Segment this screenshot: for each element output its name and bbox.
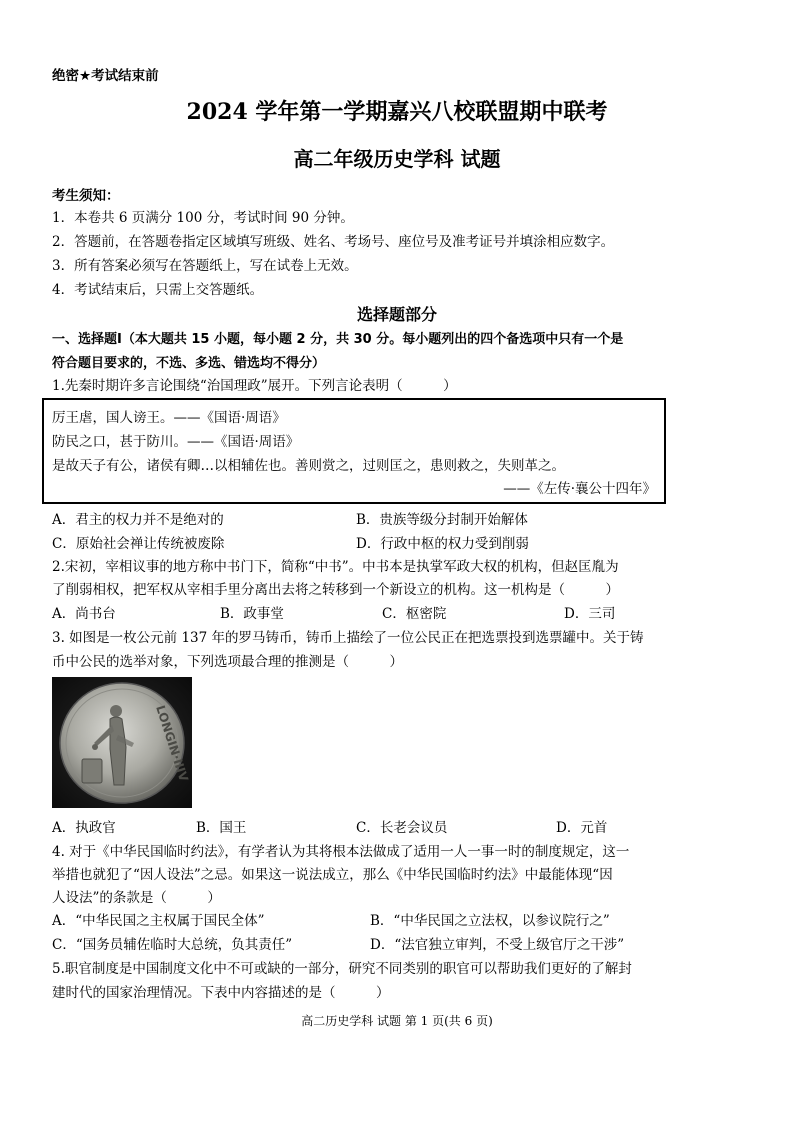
option-a[interactable]: A．“中华民国之主权属于国民全体” [52, 913, 265, 929]
option-d[interactable]: D．三司 [564, 606, 616, 622]
notice-heading: 考生须知： [52, 188, 120, 204]
option-a[interactable]: A．尚书台 [52, 606, 116, 622]
option-a[interactable]: A．执政官 [52, 820, 116, 836]
coin-inscription: LONGIN·IIIV [153, 703, 191, 784]
confidential-mark: 绝密★考试结束前 [52, 68, 159, 84]
option-b[interactable]: B．国王 [196, 820, 247, 836]
roman-coin-image [52, 677, 192, 808]
question-4-stem: 举措也就犯了“因人设法”之忌。如果这一说法成立，那么《中华民国临时约法》中最能体现“因 [52, 867, 613, 883]
option-c[interactable]: C．枢密院 [382, 606, 447, 622]
notice-item: 2．答题前，在答题卷指定区域填写班级、姓名、考场号、座位号及准考证号并填涂相应数字。 [52, 234, 615, 250]
option-d[interactable]: D．行政中枢的权力受到削弱 [356, 536, 529, 552]
quote-line: 是故天子有公，诸侯有卿…以相辅佐也。善则赏之，过则匡之，患则救之，失则革之。 [52, 458, 565, 474]
section-instructions-line: 符合题目要求的，不选、多选、错选均不得分） [52, 356, 326, 371]
option-c[interactable]: C．长老会议员 [356, 820, 448, 836]
option-b[interactable]: B．贵族等级分封制开始解体 [356, 512, 528, 528]
coin-illustration [52, 677, 192, 808]
exam-subtitle: 高二年级历史学科 试题 [293, 147, 501, 171]
section-title: 选择题部分 [356, 305, 437, 324]
quote-line: 防民之口，甚于防川。——《国语·周语》 [52, 434, 300, 450]
question-3-stem: 3. 如图是一枚公元前 137 年的罗马铸币，铸币上描绘了一位公民正在把选票投到选票罐中。关于铸 [52, 630, 644, 646]
question-5-stem: 建时代的国家治理情况。下表中内容描述的是（ ） [52, 985, 390, 1001]
section-instructions-line: 一、选择题Ⅰ（本大题共 15 小题，每小题 2 分，共 30 分。每小题列出的四个备选项中只有一个是 [52, 332, 624, 347]
question-3-stem: 币中公民的选举对象，下列选项最合理的推测是（ ） [52, 654, 403, 670]
notice-item: 3．所有答案必须写在答题纸上，写在试卷上无效。 [52, 258, 358, 274]
notice-item: 1．本卷共 6 页满分 100 分，考试时间 90 分钟。 [52, 210, 354, 226]
option-b[interactable]: B．政事堂 [220, 606, 284, 622]
exam-title: 2024 学年第一学期嘉兴八校联盟期中联考 [186, 99, 608, 125]
question-5-stem: 5.职官制度是中国制度文化中不可或缺的一部分，研究不同类别的职官可以帮助我们更好的了解封 [52, 961, 632, 977]
option-c[interactable]: C．原始社会禅让传统被废除 [52, 536, 225, 552]
page-footer: 高二历史学科 试题 第 1 页(共 6 页) [301, 1014, 493, 1028]
notice-item: 4．考试结束后，只需上交答题纸。 [52, 282, 264, 298]
question-4-stem: 4. 对于《中华民国临时约法》，有学者认为其将根本法做成了适用一人一事一时的制度规定，这一 [52, 844, 630, 860]
option-c[interactable]: C．“国务员辅佐临时大总统，负其责任” [52, 937, 293, 953]
question-2-stem: 了削弱相权，把军权从宰相手里分离出去将之转移到一个新设立的机构。这一机构是（ ） [52, 582, 619, 598]
option-b[interactable]: B．“中华民国之立法权，以参议院行之” [370, 913, 610, 929]
quote-source: ——《左传·襄公十四年》 [503, 481, 656, 497]
question-2-stem: 2.宋初，宰相议事的地方称中书门下，简称“中书”。中书本是执掌军政大权的机构，但赵匡胤为 [52, 559, 619, 575]
question-4-stem: 人设法”的条款是（ ） [52, 890, 221, 906]
question-1-stem: 1.先秦时期许多言论围绕“治国理政”展开。下列言论表明（ ） [52, 378, 457, 394]
option-d[interactable]: D．元首 [556, 820, 608, 836]
option-d[interactable]: D．“法官独立审判，不受上级官厅之干涉” [370, 937, 625, 953]
quote-line: 厉王虐，国人谤王。——《国语·周语》 [52, 410, 286, 426]
option-a[interactable]: A．君主的权力并不是绝对的 [52, 512, 224, 528]
